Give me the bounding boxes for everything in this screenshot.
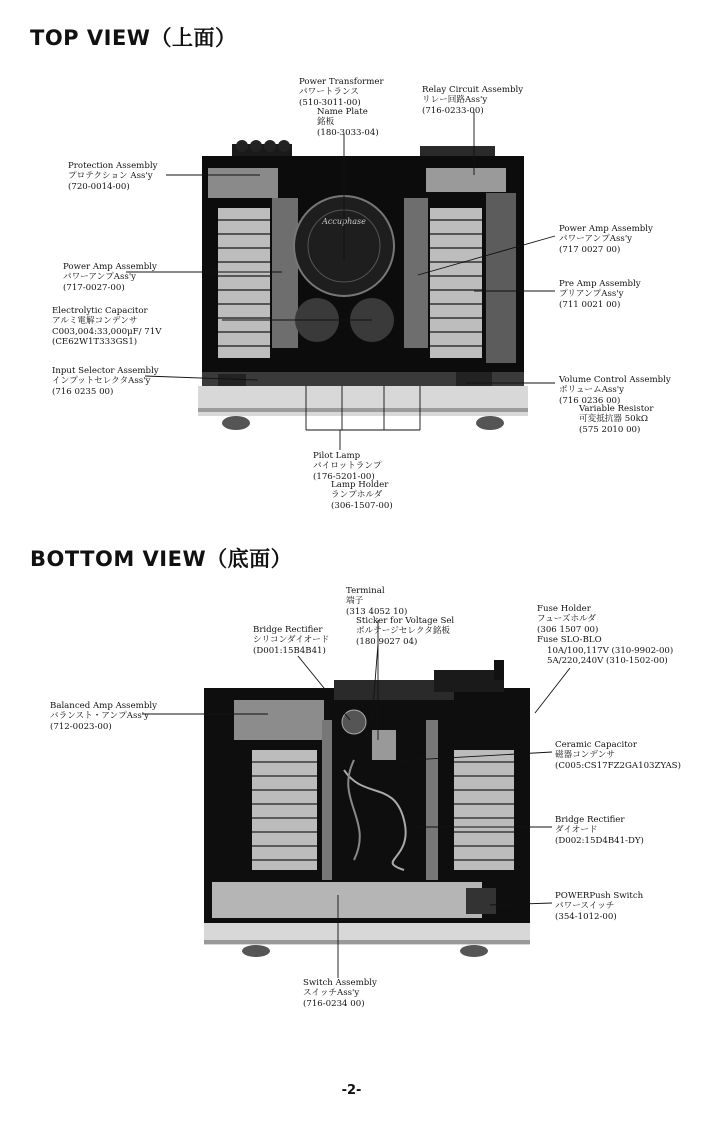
pre-amp-label: Pre Amp Assembly プリアンプAss'y (711 0021 00) <box>559 279 641 310</box>
power-amp-right-label: Power Amp Assembly パワーアンプAss'y (717 0027 00) <box>559 224 653 255</box>
bottom-view-heading: BOTTOM VIEW（底面） <box>30 547 293 571</box>
relay-circuit-label: Relay Circuit Assembly リレー回路Ass'y (716-0233-00) <box>422 85 524 116</box>
balanced-amp-label: Balanced Amp Assembly バランスト・アンプAss'y (712-0023-00) <box>50 701 157 732</box>
pilot-lamp-label: Pilot Lamp パイロットランプ (176-5201-00) <box>313 451 382 482</box>
volume-control-label: Volume Control Assembly ボリュームAss'y (716 0236 00) <box>559 375 671 406</box>
power-transformer-label: Power Transformer パワートランス (510-3011-00) <box>299 77 384 108</box>
ceramic-capacitor-label: Ceramic Capacitor 磁器コンデンサ (C005:CS17FZ2GA103ZYAS) <box>555 740 681 771</box>
bridge-rectifier-2-label: Bridge Rectifier ダイオード (D002:15D4B41-DY) <box>555 815 644 846</box>
top-view-heading: TOP VIEW（上面） <box>30 26 237 50</box>
electrolytic-capacitor-label: Electrolytic Capacitor アルミ電解コンデンサ C003,004:33,000μF/ 71V (CE62W1T333GS1) <box>52 306 162 348</box>
variable-resistor-label: Variable Resistor 可変抵抗器 50kΩ (575 2010 00) <box>579 404 654 435</box>
name-plate-label: Name Plate 銘板 (180-3033-04) <box>317 107 379 138</box>
protection-label: Protection Assembly プロテクション Ass'y (720-0014-00) <box>68 161 158 192</box>
lamp-holder-label: Lamp Holder ランプホルダ (306-1507-00) <box>331 480 393 511</box>
power-switch-label: POWERPush Switch パワースイッチ (354-1012-00) <box>555 891 644 922</box>
page-number: -2- <box>341 1083 362 1098</box>
top-view-photo <box>198 138 528 433</box>
switch-assembly-label: Switch Assembly スイッチAss'y (716-0234 00) <box>303 978 377 1009</box>
bottom-view-photo <box>204 660 530 960</box>
power-amp-left-label: Power Amp Assembly パワーアンプAss'y (717-0027-00) <box>63 262 157 293</box>
bridge-rectifier-1-label: Bridge Rectifier シリコンダイオード (D001:15B4B41) <box>253 625 330 656</box>
fuse-holder-label: Fuse Holder フューズホルダ (306 1507 00) Fuse SLO-BLO 10A/100,117V (310-9902-00) 5A/220,240V (310-1502-00) <box>537 604 674 667</box>
input-selector-label: Input Selector Assembly インプットセレクタAss'y (716 0235 00) <box>52 366 159 397</box>
voltage-sticker-label: Sticker for Voltage Sel ボルテージセレクタ銘板 (180 9027 04) <box>356 616 455 647</box>
photo-logo-text: Accuphase <box>322 217 366 226</box>
terminal-label: Terminal 端子 (313 4052 10) <box>346 586 408 617</box>
